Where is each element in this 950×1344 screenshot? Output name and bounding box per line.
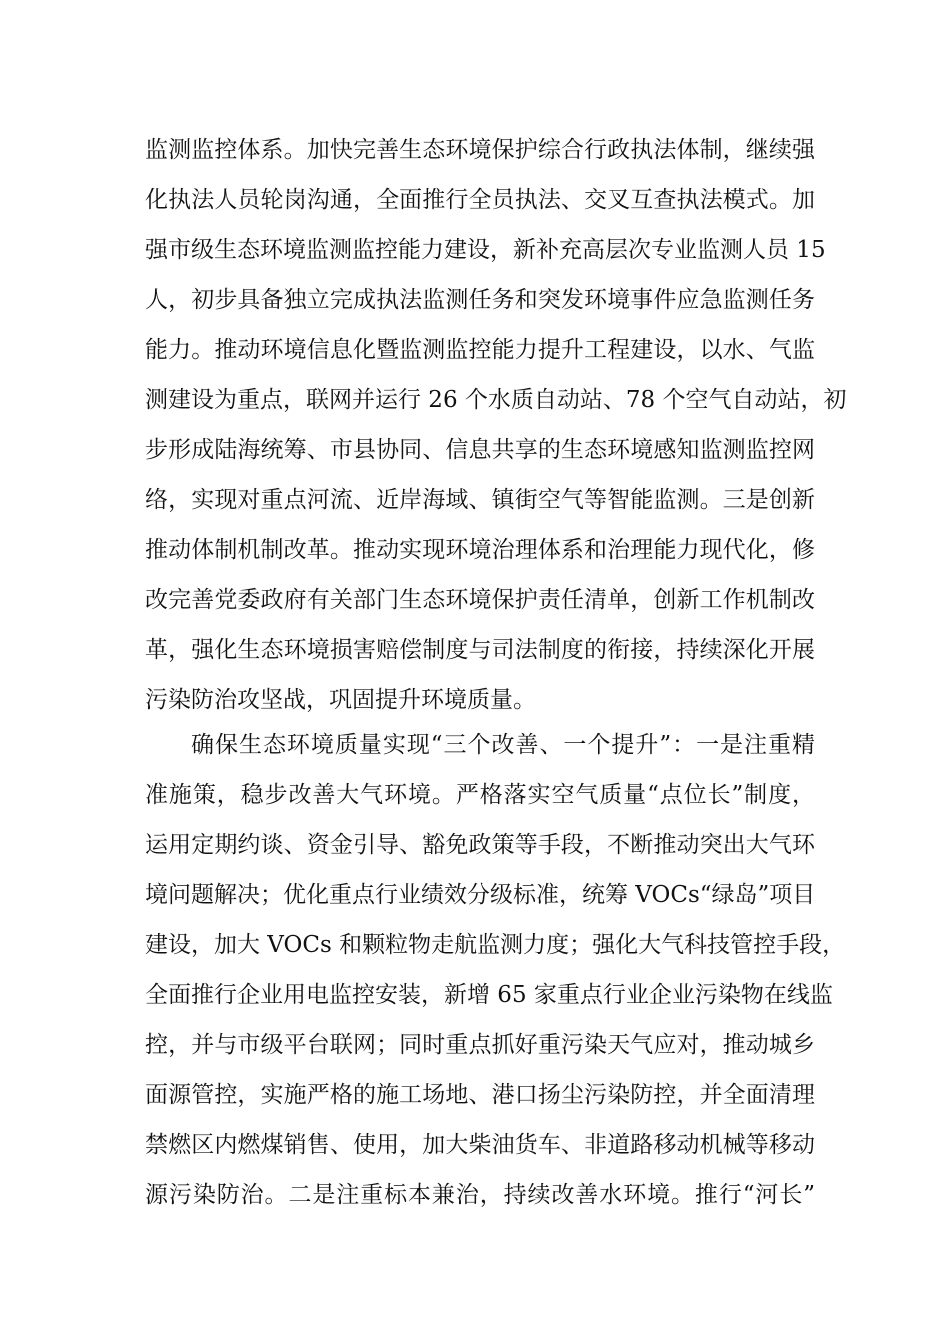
text-line: 面源管控，实施严格的施工场地、港口扬尘污染防控，并全面清理: [145, 1082, 815, 1108]
paragraph-2: [145, 720, 846, 1220]
text-line: 化执法人员轮岗沟通，全面推行全员执法、交叉互查执法模式。加: [145, 187, 815, 213]
text-line: 确保生态环境质量实现“三个改善、一个提升”：一是注重精: [191, 732, 815, 758]
text-line: 步形成陆海统筹、市县协同、信息共享的生态环境感知监测监控网: [145, 437, 815, 463]
text-line: 测建设为重点，联网并运行 26 个水质自动站、78 个空气自动站，初: [145, 387, 847, 413]
text-line: 源污染防治。二是注重标本兼治，持续改善水环境。推行“河长”: [145, 1182, 815, 1208]
text-line: 准施策，稳步改善大气环境。严格落实空气质量“点位长”制度，: [145, 782, 815, 808]
text-line: 能力。推动环境信息化暨监测监控能力提升工程建设，以水、气监: [145, 337, 815, 363]
text-line: 污染防治攻坚战，巩固提升环境质量。: [145, 687, 536, 713]
text-line: 禁燃区内燃煤销售、使用，加大柴油货车、非道路移动机械等移动: [145, 1132, 815, 1158]
text-line: 人，初步具备独立完成执法监测任务和突发环境事件应急监测任务: [145, 287, 815, 313]
text-line: 境问题解决；优化重点行业绩效分级标准，统筹 VOCs“绿岛”项目: [145, 882, 816, 908]
text-line: 推动体制机制改革。推动实现环境治理体系和治理能力现代化，修: [145, 537, 815, 563]
text-line: 改完善党委政府有关部门生态环境保护责任清单，创新工作机制改: [145, 587, 815, 613]
text-line: 运用定期约谈、资金引导、豁免政策等手段，不断推动突出大气环: [145, 832, 815, 858]
text-line: 革，强化生态环境损害赔偿制度与司法制度的衔接，持续深化开展: [145, 637, 815, 663]
paragraph-1: [145, 125, 847, 725]
text-line: 络，实现对重点河流、近岸海域、镇街空气等智能监测。三是创新: [145, 487, 815, 513]
text-line: 建设，加大 VOCs 和颗粒物走航监测力度；强化大气科技管控手段，: [145, 932, 846, 958]
text-line: 全面推行企业用电监控安装，新增 65 家重点行业企业污染物在线监: [145, 982, 833, 1008]
text-line: 控，并与市级平台联网；同时重点抓好重污染天气应对，推动城乡: [145, 1032, 815, 1058]
text-line: 强市级生态环境监测监控能力建设，新补充高层次专业监测人员 15: [145, 237, 826, 263]
text-line: 监测监控体系。加快完善生态环境保护综合行政执法体制，继续强: [145, 137, 815, 163]
